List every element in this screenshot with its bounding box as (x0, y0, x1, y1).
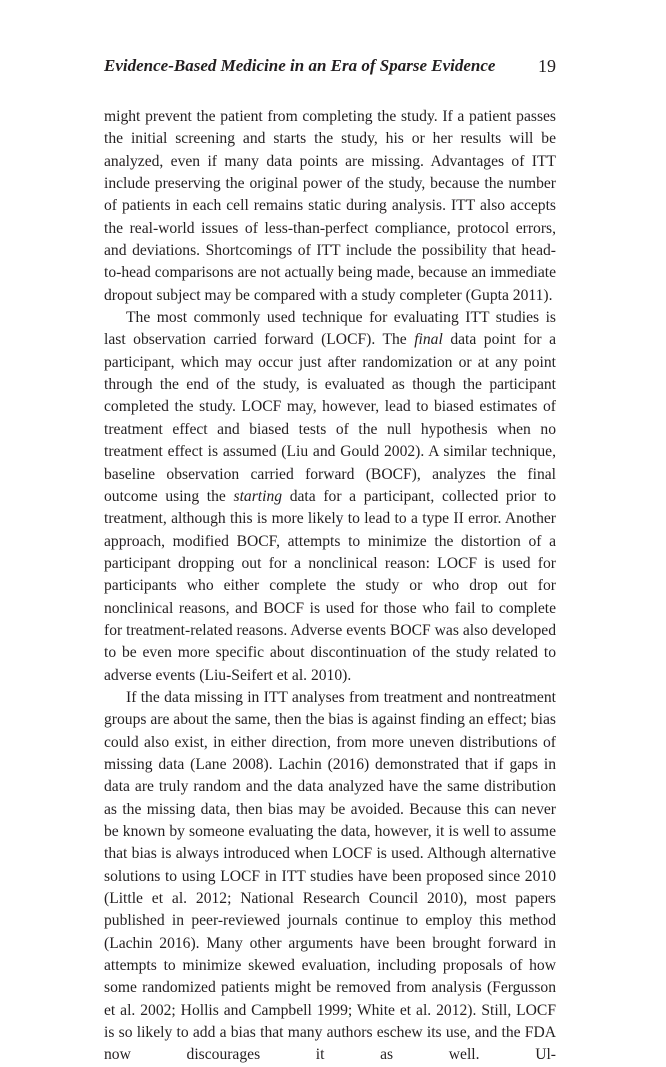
paragraph-2-text-a: The most commonly used technique for evaluating ITT studies is last observation carried forward (LOCF). The (104, 309, 556, 349)
paragraph-1 (104, 106, 556, 307)
emphasis-final: final (414, 331, 443, 349)
emphasis-starting: starting (233, 487, 283, 505)
paragraph-2 (104, 307, 556, 687)
paragraph-3 (104, 687, 556, 1067)
running-title: Evidence-Based Medicine in an Era of Sparse Evidence (104, 56, 496, 75)
paragraph-2-text-b: data point for a participant, which may occur just after randomization or at any point through the end of the study, is evaluated as though the participant completed the study. LOCF may, however, lead to biased estimates of treatment effect and biased tests of the null hypothesis when no treatment effect is assumed (Liu and Gould 2002). A similar technique, baseline observation carried forward (BOCF), analyzes the final outcome using the (104, 331, 556, 505)
body-text (104, 106, 556, 1067)
paragraph-3-text: If the data missing in ITT analyses from treatment and nontreatment groups are about the same, then the bias is against finding an effect; bias could also exist, in either direction, from more uneven distributions of missing data (Lane 2008). Lachin (2016) demonstrated that if gaps in data are truly random and the data analyzed have the same distribution as the missing data, then bias may be avoided. Because this can never be known by someone evaluating the data, however, it is well to assume that bias is always introduced when LOCF is used. Although alternative solutions to using LOCF in ITT studies have been proposed since 2010 (Little et al. 2012; National Research Council 2010), most papers published in peer-reviewed journals continue to employ this method (Lachin 2016). Many other arguments have been brought forward in attempts to minimize skewed evaluation, including proposals of how some randomized patients might be removed from analysis (Fergusson et al. 2002; Hollis and Campbell 1999; White et al. 2012). Still, LOCF is so likely to add a bias that many authors eschew its use, and the FDA now discourages it as well. Ul- (104, 688, 556, 1064)
running-header (104, 56, 556, 76)
page-number: 19 (538, 56, 556, 76)
paragraph-2-text-c: data for a participant, collected prior to treatment, although this is more likely to lead to a type II error. Another approach, modified BOCF, attempts to minimize the distortion of a participant dropping out for a nonclinical reason: LOCF is used for participants who either complete the study or who drop out for nonclinical reasons, and BOCF is used for those who fail to complete for treatment-related reasons. Adverse events BOCF was also developed to be even more specific about discontinuation of the study related to adverse events (Liu-Seifert et al. 2010). (104, 487, 556, 684)
paragraph-1-text: might prevent the patient from completing the study. If a patient passes the initial screening and starts the study, his or her results will be analyzed, even if many data points are missing. Advantages of ITT include preserving the original power of the study, because the number of patients in each cell remains static during analysis. ITT also accepts the real-world issues of less-than-perfect compliance, protocol errors, and deviations. Shortcomings of ITT include the possibility that head-to-head comparisons are not actually being made, because an immediate dropout subject may be compared with a study completer (Gupta 2011). (104, 108, 556, 304)
